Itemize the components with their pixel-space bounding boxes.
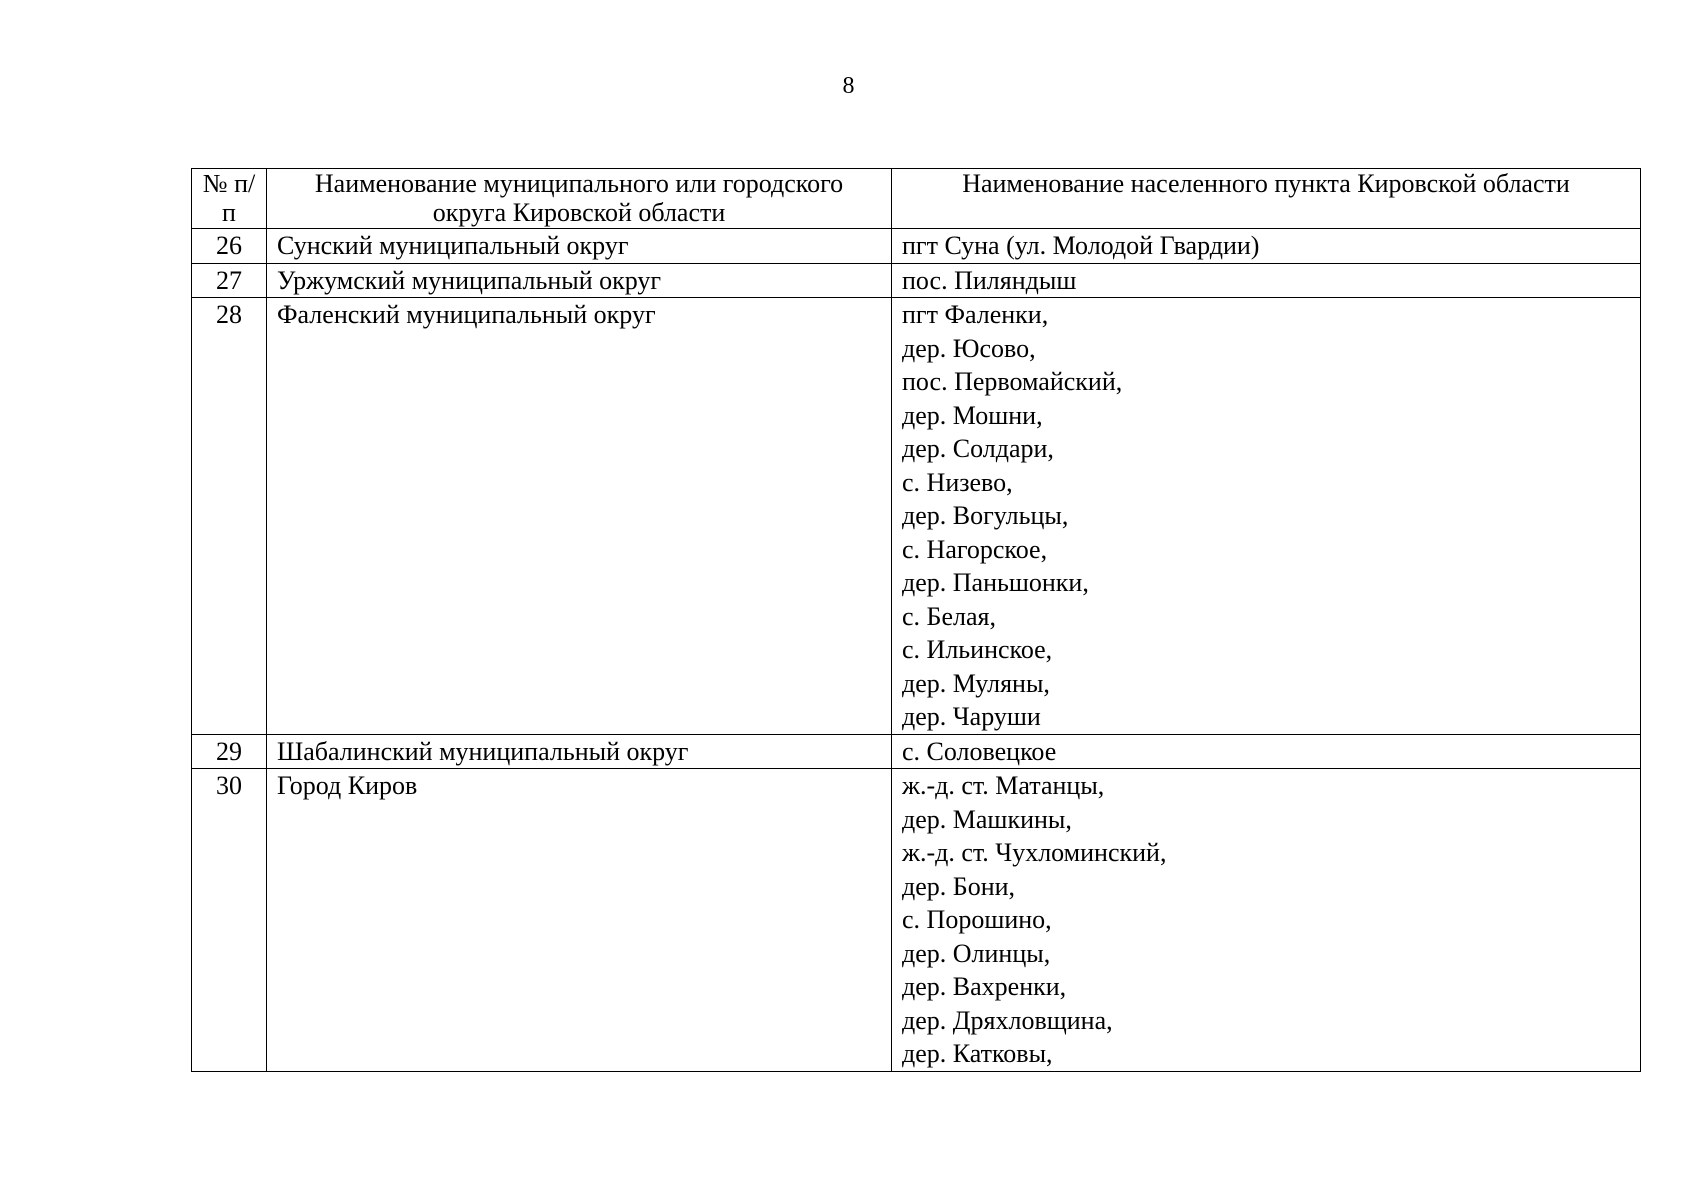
settlements-table: [191, 168, 1641, 1072]
settlement-name: ж.-д. ст. Матанцы,: [902, 771, 1105, 800]
table-row: [192, 298, 1641, 735]
settlement-name: дер. Бони,: [902, 871, 1016, 901]
settlement-name: с. Нагорское,: [902, 534, 1048, 564]
settlements-cell: [892, 298, 1641, 735]
district-name: Шабалинский муниципальный округ: [267, 734, 892, 769]
settlement-name: дер. Вахренки,: [902, 972, 1067, 1001]
settlement-name: дер. Вогульцы,: [902, 501, 1069, 530]
table-row: [192, 263, 1641, 298]
settlement-name: дер. Машкины,: [902, 804, 1072, 834]
row-number: 30: [192, 769, 267, 1072]
settlement-name: ж.-д. ст. Чухломинский,: [902, 838, 1167, 867]
header-number: № п/п: [192, 169, 267, 229]
district-name: Фаленский муниципальный округ: [267, 298, 892, 735]
settlement-name: пгт Суна (ул. Молодой Гвардии): [902, 231, 1260, 260]
settlement-name: пос. Пиляндыш: [902, 265, 1077, 295]
settlement-name: пос. Первомайский,: [902, 367, 1123, 396]
district-name: Сунский муниципальный округ: [267, 229, 892, 264]
settlement-name: с. Белая,: [902, 601, 996, 631]
header-settlement: Наименование населенного пункта Кировской области: [892, 169, 1641, 229]
header-district: Наименование муниципального или городского округа Кировской области: [267, 169, 892, 229]
settlement-name: дер. Дряхловщина,: [902, 1005, 1113, 1035]
settlement-name: дер. Олинцы,: [902, 938, 1051, 968]
settlement-name: дер. Паньшонки,: [902, 568, 1089, 597]
settlements-cell: [892, 229, 1641, 264]
settlement-name: с. Низево,: [902, 467, 1013, 497]
table-row: [192, 769, 1641, 1072]
settlement-name: с. Ильинское,: [902, 635, 1053, 664]
settlement-name: дер. Катковы,: [902, 1039, 1053, 1068]
row-number: 26: [192, 229, 267, 264]
settlement-name: дер. Юсово,: [902, 333, 1036, 363]
settlements-cell: [892, 769, 1641, 1072]
settlement-name: пгт Фаленки,: [902, 300, 1049, 329]
settlements-cell: [892, 734, 1641, 769]
settlements-cell: [892, 263, 1641, 298]
settlement-name: дер. Чаруши: [902, 702, 1041, 731]
table-row: [192, 734, 1641, 769]
page-number: 8: [842, 73, 855, 99]
settlement-name: с. Соловецкое: [902, 736, 1057, 766]
settlement-name: дер. Мошни,: [902, 400, 1043, 430]
settlement-name: с. Порошино,: [902, 905, 1052, 934]
table-header-row: [192, 169, 1641, 229]
row-number: 28: [192, 298, 267, 735]
row-number: 29: [192, 734, 267, 769]
district-name: Уржумский муниципальный округ: [267, 263, 892, 298]
settlement-name: дер. Солдари,: [902, 434, 1054, 463]
row-number: 27: [192, 263, 267, 298]
district-name: Город Киров: [267, 769, 892, 1072]
table-row: [192, 229, 1641, 264]
settlement-name: дер. Муляны,: [902, 668, 1050, 698]
